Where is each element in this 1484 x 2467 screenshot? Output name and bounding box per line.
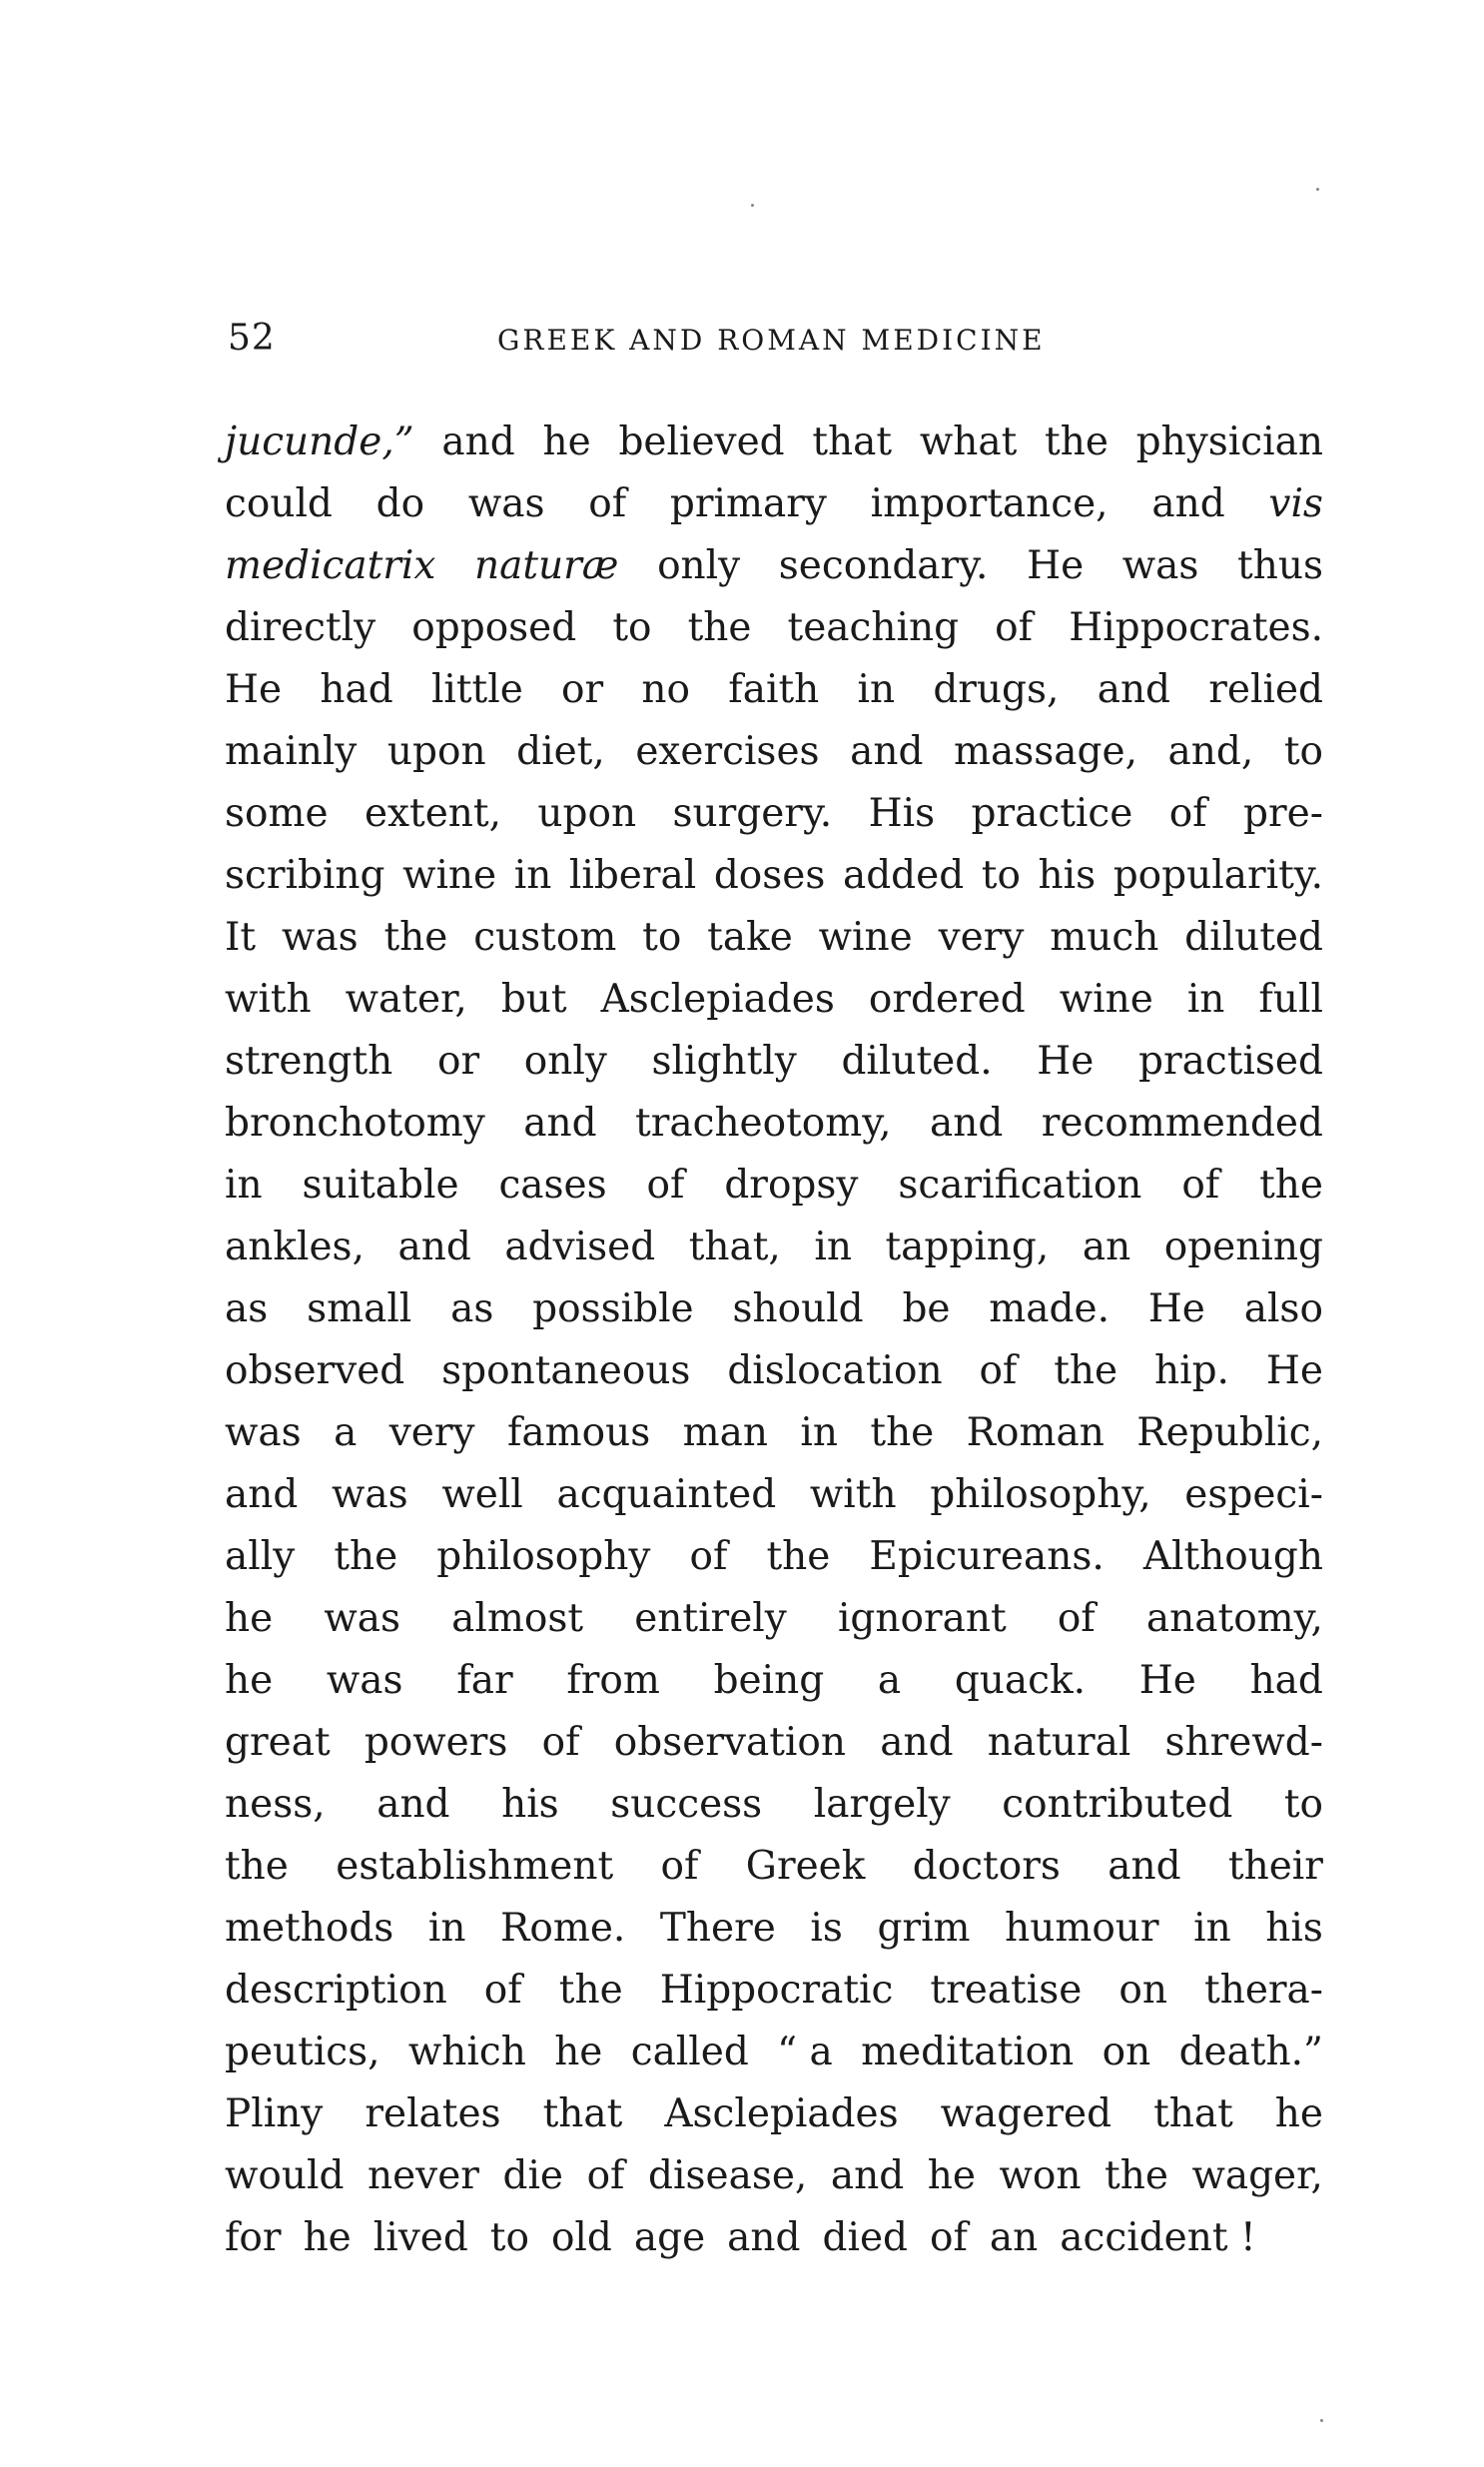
word: massage, [954, 729, 1137, 774]
word: Greek [745, 1844, 866, 1889]
text-line [225, 535, 1323, 597]
word: Asclepiades [600, 977, 835, 1022]
word: old [550, 2215, 612, 2260]
word: small [307, 1286, 412, 1331]
word: little [430, 667, 523, 712]
word: he [1274, 2091, 1323, 2136]
word: of [588, 481, 627, 526]
word: scribing [225, 853, 385, 898]
word: was [467, 481, 545, 526]
word: establishment [336, 1844, 614, 1889]
text-line [225, 721, 1323, 783]
text-line [225, 1588, 1323, 1650]
text-line [225, 1836, 1323, 1898]
text-line [225, 907, 1323, 969]
word: that [1153, 2091, 1233, 2136]
word: disease, [648, 2153, 808, 2198]
word: had [320, 667, 393, 712]
word: wine [818, 915, 913, 960]
word: take [707, 915, 793, 960]
word: of [660, 1844, 699, 1889]
word: wagered [940, 2091, 1113, 2136]
text-line [225, 411, 1323, 473]
word: and [1151, 481, 1225, 526]
word: of [541, 1720, 580, 1765]
word: Republic, [1136, 1410, 1323, 1455]
text-line [225, 473, 1323, 535]
text-line [225, 2083, 1323, 2145]
word: the [1105, 2153, 1168, 2198]
word [474, 535, 618, 597]
word: strength [225, 1039, 393, 1084]
page-header [228, 318, 1346, 368]
word: and [1108, 1844, 1181, 1889]
word: and [523, 1101, 597, 1146]
word: wine [1059, 977, 1153, 1022]
word: Epicureans. [869, 1534, 1105, 1579]
word: ankles, [225, 1225, 365, 1269]
word: and [929, 1101, 1004, 1146]
text-line [225, 783, 1323, 845]
word: as [225, 1286, 269, 1331]
word: methods [225, 1906, 394, 1951]
word: and [376, 1782, 450, 1827]
word: upon [537, 791, 637, 836]
word: very [938, 915, 1025, 960]
word: man [682, 1410, 768, 1455]
word: physician [1135, 419, 1323, 464]
word: was [225, 1410, 302, 1455]
word: liberal [568, 853, 697, 898]
word: to [1283, 729, 1323, 774]
word: the [334, 1534, 398, 1579]
word: his [1038, 853, 1097, 898]
word: mainly [225, 729, 358, 774]
word: well [441, 1472, 523, 1517]
text-line [225, 969, 1323, 1031]
word: also [1243, 1286, 1323, 1331]
word: an [1082, 1225, 1131, 1269]
word: some [225, 791, 329, 836]
word: thus [1237, 543, 1323, 588]
word: was [332, 1472, 408, 1517]
text-line [225, 1278, 1323, 1340]
word: slightly [651, 1039, 797, 1084]
text-line [225, 1898, 1323, 1960]
word: doses [713, 853, 826, 898]
word: he [225, 1658, 274, 1703]
word: in [857, 667, 896, 712]
paper-speck [1316, 188, 1319, 191]
word: suitable [302, 1163, 459, 1208]
word: Asclepiades [664, 2091, 899, 2136]
word: of [483, 1968, 522, 2013]
word: teaching [787, 605, 960, 650]
word: There [659, 1906, 776, 1951]
word: of [689, 1534, 728, 1579]
word: hip. [1154, 1348, 1229, 1393]
word: he [554, 2030, 603, 2074]
word: die [502, 2153, 564, 2198]
word: to [1283, 1782, 1323, 1827]
word: treatise [930, 1968, 1083, 2013]
word: to [612, 605, 652, 650]
word: dropsy [724, 1163, 859, 1208]
word: which [407, 2030, 526, 2074]
word: of [979, 1348, 1018, 1393]
text-line [225, 2022, 1323, 2083]
word: He [225, 667, 283, 712]
word: died [822, 2215, 908, 2260]
word: or [436, 1039, 480, 1084]
word: the [383, 915, 448, 960]
word: shrewd- [1164, 1720, 1323, 1765]
word: spontaneous [441, 1348, 691, 1393]
word: possible [532, 1286, 694, 1331]
text-line [225, 1526, 1323, 1588]
text-line [225, 845, 1323, 907]
word: but [500, 977, 567, 1022]
text-line [225, 1650, 1323, 1712]
body-paragraph [225, 411, 1323, 2269]
word: was [1121, 543, 1199, 588]
word: water, [345, 977, 467, 1022]
word: far [456, 1658, 513, 1703]
word: had [1249, 1658, 1323, 1703]
word: His [868, 791, 936, 836]
word: Rome. [500, 1906, 626, 1951]
text-line [225, 2145, 1323, 2207]
word: description [225, 1968, 447, 2013]
word: ally [225, 1534, 296, 1579]
word: he [542, 419, 591, 464]
word: and, [1167, 729, 1254, 774]
word: Hippocratic [659, 1968, 894, 2013]
word: and [850, 729, 924, 774]
word: advised [504, 1225, 656, 1269]
word: added [842, 853, 965, 898]
word: being [713, 1658, 825, 1703]
word: dislocation [727, 1348, 943, 1393]
word [1268, 473, 1323, 535]
word: humour [1005, 1906, 1159, 1951]
word: in [1193, 1906, 1231, 1951]
word: importance, [870, 481, 1109, 526]
text-line [225, 1031, 1323, 1093]
paper-speck [751, 204, 754, 207]
word: “ a [777, 2030, 833, 2074]
text-line [225, 1155, 1323, 1217]
word: contributed [1002, 1782, 1233, 1827]
word: much [1050, 915, 1159, 960]
word: with [809, 1472, 897, 1517]
word: philosophy, [930, 1472, 1151, 1517]
word: the [558, 1968, 623, 2013]
word: he [225, 1596, 274, 1641]
text-line [225, 1712, 1323, 1774]
word: tracheotomy, [635, 1101, 892, 1146]
word: that [542, 2091, 623, 2136]
word: ness, [225, 1782, 326, 1827]
word: anatomy, [1145, 1596, 1323, 1641]
word: and [830, 2153, 905, 2198]
text-line [225, 1340, 1323, 1402]
word: only [523, 1039, 607, 1084]
word: the [1259, 1163, 1323, 1208]
word: an [989, 2215, 1039, 2260]
word: of [1181, 1163, 1220, 1208]
word: diluted [1184, 915, 1323, 960]
word: wager, [1191, 2153, 1323, 2198]
word: He [1037, 1039, 1095, 1084]
word: that, [688, 1225, 781, 1269]
word: popularity. [1113, 853, 1323, 898]
word: in [814, 1225, 852, 1269]
word: relates [365, 2091, 501, 2136]
word: great [225, 1720, 331, 1765]
word: peutics, [225, 2030, 380, 2074]
word: was [324, 1596, 401, 1641]
word: or [561, 667, 604, 712]
word: ordered [868, 977, 1026, 1022]
word: very [388, 1410, 475, 1455]
word: observation [613, 1720, 846, 1765]
word: full [1258, 977, 1323, 1022]
word: of [1168, 791, 1207, 836]
word: surgery. [672, 791, 833, 836]
word: for [225, 2215, 282, 2260]
word: a [877, 1658, 902, 1703]
word: in [1186, 977, 1225, 1022]
paper-speck [1320, 2419, 1323, 2422]
word: practice [971, 791, 1133, 836]
word: Hippocrates. [1069, 605, 1323, 650]
word: success [610, 1782, 763, 1827]
word: the [1054, 1348, 1118, 1393]
word: of [646, 1163, 685, 1208]
word: of [995, 605, 1034, 650]
page-number: 52 [228, 318, 276, 359]
word: entirely [634, 1596, 787, 1641]
text-line [225, 1774, 1323, 1836]
word: tapping, [885, 1225, 1050, 1269]
word: Roman [966, 1410, 1105, 1455]
text-line [225, 1960, 1323, 2022]
word: as [450, 1286, 494, 1331]
word: to [642, 915, 682, 960]
word: and [225, 1472, 299, 1517]
word: opposed [411, 605, 577, 650]
word: to [981, 853, 1021, 898]
word: do [375, 481, 425, 526]
word: his [501, 1782, 559, 1827]
word: observed [225, 1348, 405, 1393]
italic-word: vis [1268, 481, 1323, 526]
word: grim [877, 1906, 971, 1951]
word: to [489, 2215, 529, 2260]
text-line [225, 1402, 1323, 1464]
word: He [1147, 1286, 1205, 1331]
word: powers [364, 1720, 508, 1765]
word: Although [1142, 1534, 1323, 1579]
word: what [919, 419, 1018, 464]
word: was [281, 915, 359, 960]
word: never [367, 2153, 479, 2198]
word: only [657, 543, 741, 588]
word: Pliny [225, 2091, 324, 2136]
word: drugs, [933, 667, 1060, 712]
word: It [225, 915, 257, 960]
word: natural [987, 1720, 1131, 1765]
word: on [1102, 2030, 1151, 2074]
word: doctors [912, 1844, 1061, 1889]
word: and [1097, 667, 1171, 712]
word: He [1265, 1348, 1323, 1393]
word: in [427, 1906, 466, 1951]
word: the [687, 605, 752, 650]
word: was [326, 1658, 403, 1703]
word: is [810, 1906, 843, 1951]
word: meditation [861, 2030, 1075, 2074]
word: age [633, 2215, 706, 2260]
word: and [397, 1225, 471, 1269]
word: faith [728, 667, 820, 712]
word: no [641, 667, 691, 712]
word: would [225, 2153, 345, 2198]
word: won [999, 2153, 1082, 2198]
word: death.” [1178, 2030, 1323, 2074]
word: diet, [516, 729, 605, 774]
word: of [930, 2215, 968, 2260]
word [225, 535, 435, 597]
word: He [1138, 1658, 1196, 1703]
text-line [225, 1093, 1323, 1155]
word: and [880, 1720, 954, 1765]
word: their [1227, 1844, 1323, 1889]
word: and [441, 419, 515, 464]
word: a [334, 1410, 358, 1455]
word: secondary. [778, 543, 989, 588]
word: of [586, 2153, 625, 2198]
word: especi- [1184, 1472, 1323, 1517]
word: largely [813, 1782, 951, 1827]
word: acquainted [556, 1472, 777, 1517]
word: accident ! [1060, 2215, 1256, 2260]
word: custom [473, 915, 617, 960]
word: directly [225, 605, 376, 650]
text-line [225, 659, 1323, 721]
text-line [225, 597, 1323, 659]
word: could [225, 481, 333, 526]
word: thera- [1204, 1968, 1323, 2013]
word: opening [1163, 1225, 1323, 1269]
word: He [1027, 543, 1085, 588]
word: called [630, 2030, 749, 2074]
word: practised [1138, 1039, 1323, 1084]
word: bronchotomy [225, 1101, 485, 1146]
word: recommended [1041, 1101, 1323, 1146]
word: he [303, 2215, 352, 2260]
word: almost [451, 1596, 584, 1641]
word: quack. [954, 1658, 1087, 1703]
word: relied [1208, 667, 1323, 712]
word: made. [989, 1286, 1110, 1331]
word: in [513, 853, 552, 898]
word: philosophy [436, 1534, 651, 1579]
word: he [927, 2153, 976, 2198]
word: in [225, 1163, 263, 1208]
word: famous [506, 1410, 651, 1455]
running-title: GREEK AND ROMAN MEDICINE [497, 324, 1046, 357]
word: diluted. [841, 1039, 993, 1084]
word: on [1118, 1968, 1167, 2013]
word [225, 411, 414, 473]
word: pre- [1243, 791, 1323, 836]
text-line [225, 2207, 1323, 2269]
word: exercises [635, 729, 820, 774]
word: ignorant [837, 1596, 1007, 1641]
word: that [812, 419, 893, 464]
word: should [732, 1286, 864, 1331]
word: the [225, 1844, 289, 1889]
word: the [766, 1534, 831, 1579]
word: and [727, 2215, 801, 2260]
text-line [225, 1217, 1323, 1278]
italic-word: naturæ [474, 543, 619, 588]
word: from [566, 1658, 660, 1703]
word: wine [402, 853, 497, 898]
word: of [1057, 1596, 1096, 1641]
text-line [225, 1464, 1323, 1526]
word: the [1045, 419, 1109, 464]
italic-word: jucunde,” [225, 419, 414, 464]
word: be [902, 1286, 951, 1331]
word: lived [372, 2215, 468, 2260]
word: the [870, 1410, 935, 1455]
word: with [225, 977, 312, 1022]
word: his [1265, 1906, 1323, 1951]
word: scarification [898, 1163, 1142, 1208]
word: cases [498, 1163, 607, 1208]
word: primary [669, 481, 827, 526]
word: believed [618, 419, 785, 464]
word: in [800, 1410, 838, 1455]
word: upon [386, 729, 486, 774]
italic-word: medicatrix [225, 543, 436, 588]
word: extent, [364, 791, 501, 836]
